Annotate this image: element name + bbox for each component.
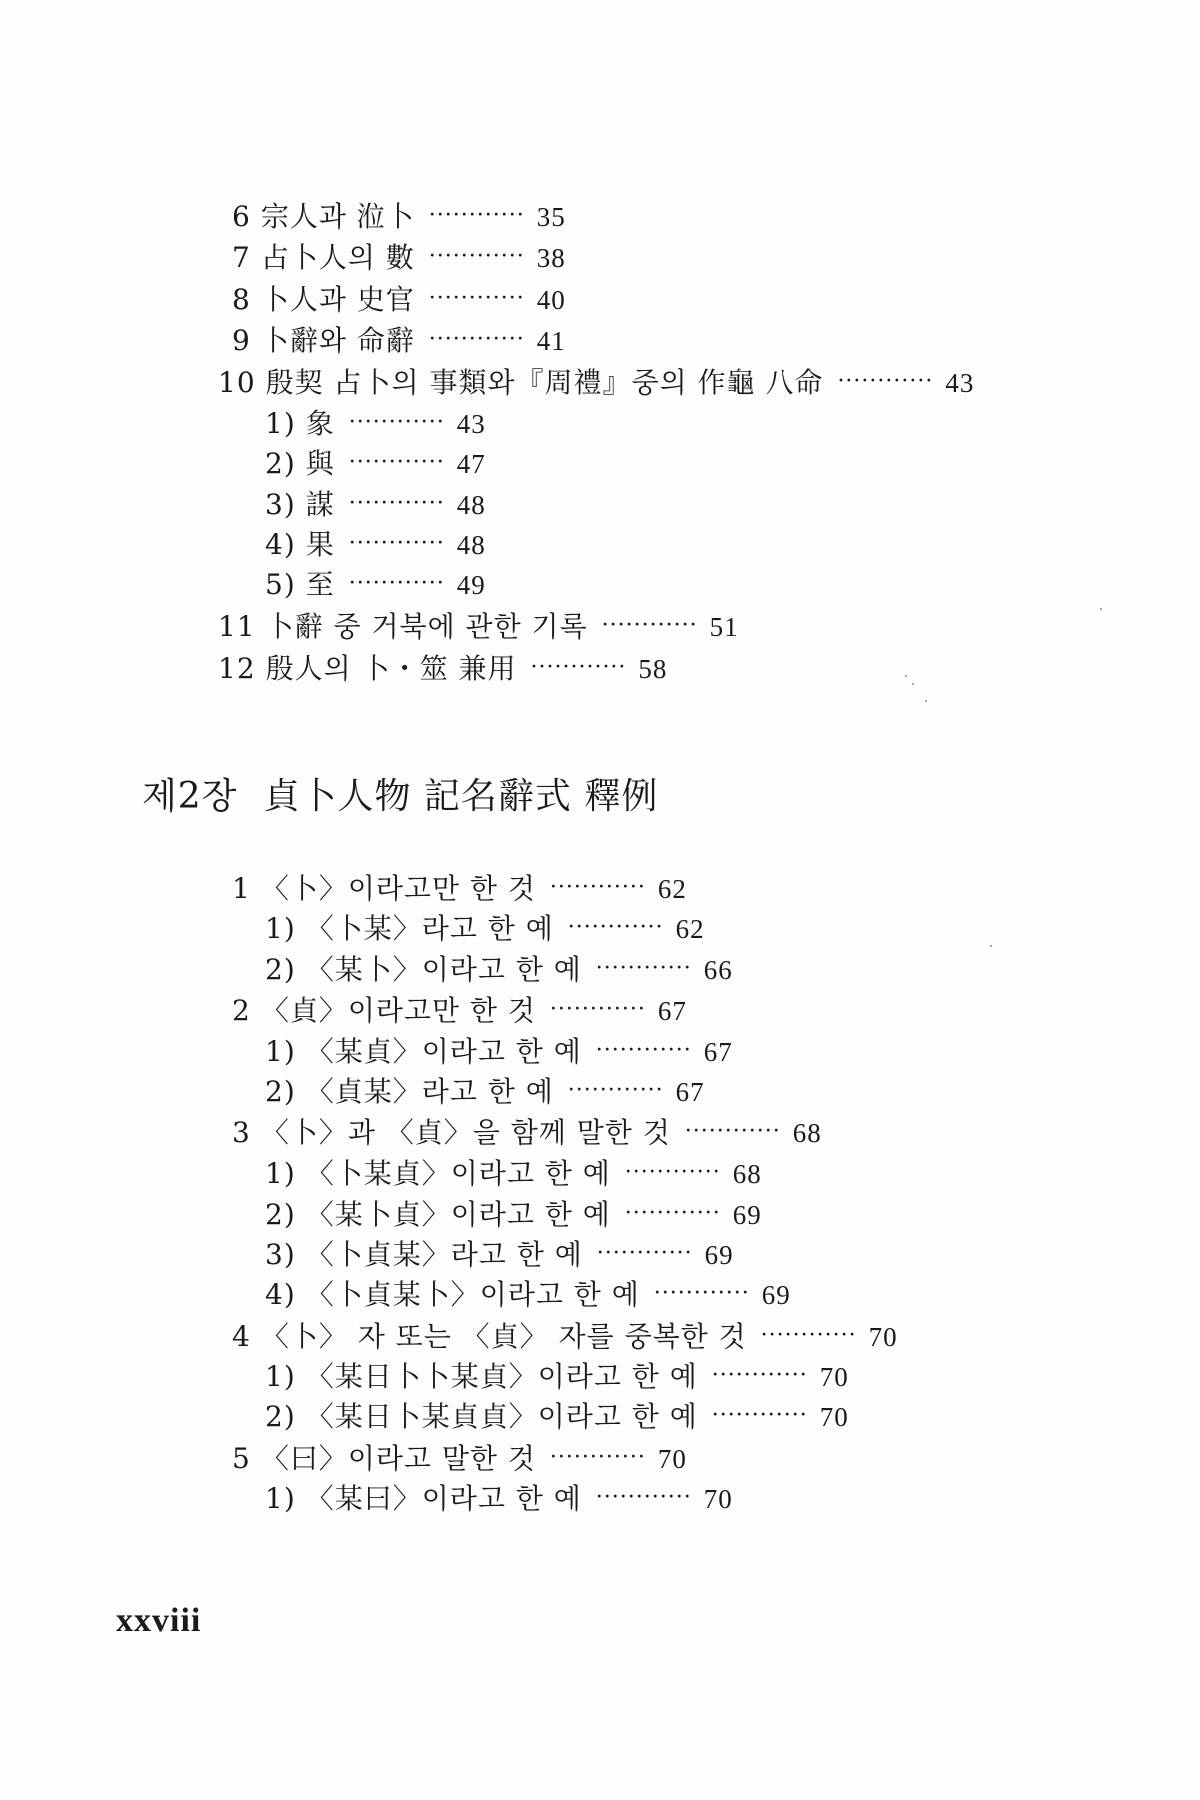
subentry-number: 1) bbox=[265, 912, 296, 945]
subentry-number: 4) bbox=[265, 1278, 296, 1311]
dot-leader: ············ bbox=[601, 613, 698, 638]
toc-subentry bbox=[265, 1075, 705, 1112]
subentry-number: 3) bbox=[265, 1238, 296, 1271]
subentry-title: 〈卜貞某〉라고 한 예 bbox=[305, 1238, 583, 1271]
entry-title: 殷契 占卜의 事類와『周禮』중의 作龜 八命 bbox=[265, 366, 824, 399]
scan-speck bbox=[1100, 608, 1102, 610]
subentry-page-number: 67 bbox=[703, 1037, 733, 1067]
subentry-page-number: 67 bbox=[675, 1077, 705, 1107]
toc-entry bbox=[232, 872, 687, 909]
subentry-page-number: 70 bbox=[819, 1402, 849, 1432]
toc-subentry bbox=[265, 1360, 849, 1397]
dot-leader: ············ bbox=[549, 1445, 646, 1470]
subentry-title: 〈貞某〉라고 한 예 bbox=[305, 1075, 554, 1108]
dot-leader: ············ bbox=[760, 1323, 857, 1348]
chapter-label: 제2장 bbox=[142, 776, 238, 817]
subentry-page-number: 69 bbox=[761, 1280, 791, 1310]
dot-leader: ············ bbox=[348, 491, 445, 516]
toc-entry bbox=[232, 241, 566, 278]
entry-number: 5 bbox=[232, 1442, 251, 1475]
dot-leader: ············ bbox=[595, 956, 692, 981]
subentry-title: 〈卜貞某卜〉이라고 한 예 bbox=[305, 1278, 640, 1311]
toc-entry bbox=[232, 1116, 822, 1153]
dot-leader: ············ bbox=[567, 915, 664, 940]
entry-number: 4 bbox=[232, 1320, 251, 1353]
subentry-title: 謀 bbox=[305, 488, 335, 521]
dot-leader: ············ bbox=[549, 875, 646, 900]
scan-speck bbox=[912, 683, 914, 685]
entry-page-number: 51 bbox=[709, 612, 739, 642]
subentry-page-number: 48 bbox=[456, 490, 486, 520]
subentry-title: 〈某卜貞〉이라고 한 예 bbox=[305, 1198, 611, 1231]
dot-leader: ············ bbox=[837, 369, 934, 394]
toc-subentry bbox=[265, 1278, 791, 1315]
toc-entry bbox=[232, 324, 566, 361]
subentry-title: 〈某日卜某貞貞〉이라고 한 예 bbox=[305, 1400, 698, 1433]
entry-page-number: 40 bbox=[536, 285, 566, 315]
subentry-number: 5) bbox=[265, 568, 296, 601]
scan-speck bbox=[905, 675, 907, 677]
dot-leader: ············ bbox=[348, 531, 445, 556]
entry-page-number: 58 bbox=[638, 654, 668, 684]
entry-title: 〈貞〉이라고만 한 것 bbox=[260, 994, 536, 1027]
subentry-title: 象 bbox=[305, 407, 335, 440]
dot-leader: ············ bbox=[711, 1403, 808, 1428]
entry-title: 卜人과 史官 bbox=[260, 283, 415, 316]
entry-page-number: 62 bbox=[657, 874, 687, 904]
toc-subentry bbox=[265, 912, 705, 949]
dot-leader: ············ bbox=[595, 1038, 692, 1063]
entry-title: 〈卜〉과 〈貞〉을 함께 말한 것 bbox=[260, 1116, 671, 1149]
subentry-number: 2) bbox=[265, 1400, 296, 1433]
entry-title: 殷人의 卜・筮 兼用 bbox=[265, 652, 517, 685]
dot-leader: ············ bbox=[595, 1485, 692, 1510]
subentry-title: 〈卜某〉라고 한 예 bbox=[305, 912, 554, 945]
toc-subentry bbox=[265, 407, 486, 444]
toc-entry bbox=[218, 366, 974, 403]
entry-page-number: 70 bbox=[657, 1444, 687, 1474]
entry-page-number: 70 bbox=[868, 1322, 898, 1352]
subentry-page-number: 70 bbox=[819, 1362, 849, 1392]
dot-leader: ············ bbox=[624, 1160, 721, 1185]
toc-entry bbox=[232, 200, 566, 237]
entry-title: 〈卜〉 자 또는 〈貞〉 자를 중복한 것 bbox=[260, 1320, 747, 1353]
subentry-page-number: 43 bbox=[456, 409, 486, 439]
toc-entry bbox=[232, 283, 566, 320]
dot-leader: ············ bbox=[428, 286, 525, 311]
dot-leader: ············ bbox=[684, 1119, 781, 1144]
subentry-page-number: 47 bbox=[456, 449, 486, 479]
entry-title: 〈曰〉이라고 말한 것 bbox=[260, 1442, 536, 1475]
dot-leader: ············ bbox=[428, 203, 525, 228]
entry-number: 10 bbox=[218, 366, 256, 399]
subentry-title: 〈某曰〉이라고 한 예 bbox=[305, 1482, 582, 1515]
entry-number: 7 bbox=[232, 241, 251, 274]
toc-entry bbox=[218, 652, 667, 689]
subentry-number: 3) bbox=[265, 488, 296, 521]
toc-subentry bbox=[265, 528, 486, 565]
subentry-number: 1) bbox=[265, 1360, 296, 1393]
toc-subentry bbox=[265, 1482, 733, 1519]
subentry-number: 2) bbox=[265, 1075, 296, 1108]
entry-number: 3 bbox=[232, 1116, 251, 1149]
toc-entry bbox=[232, 1442, 687, 1479]
dot-leader: ············ bbox=[348, 571, 445, 596]
entry-title: 卜辭 중 거북에 관한 기록 bbox=[265, 610, 588, 643]
dot-leader: ············ bbox=[567, 1078, 664, 1103]
entry-page-number: 38 bbox=[536, 243, 566, 273]
subentry-title: 與 bbox=[305, 447, 335, 480]
scan-speck bbox=[925, 700, 927, 702]
entry-page-number: 41 bbox=[536, 326, 566, 356]
toc-subentry bbox=[265, 1157, 762, 1194]
entry-number: 2 bbox=[232, 994, 251, 1027]
entry-title: 占卜人의 數 bbox=[260, 241, 415, 274]
toc-subentry bbox=[265, 1035, 733, 1072]
entry-title: 卜辭와 命辭 bbox=[260, 324, 415, 357]
subentry-number: 1) bbox=[265, 1035, 296, 1068]
dot-leader: ············ bbox=[596, 1241, 693, 1266]
dot-leader: ············ bbox=[549, 997, 646, 1022]
subentry-page-number: 69 bbox=[732, 1200, 762, 1230]
dot-leader: ············ bbox=[428, 327, 525, 352]
subentry-number: 1) bbox=[265, 1482, 296, 1515]
entry-number: 6 bbox=[232, 200, 251, 233]
entry-number: 1 bbox=[232, 872, 251, 905]
dot-leader: ············ bbox=[428, 244, 525, 269]
entry-page-number: 35 bbox=[536, 202, 566, 232]
toc-subentry bbox=[265, 1238, 734, 1275]
dot-leader: ············ bbox=[653, 1281, 750, 1306]
chapter-heading bbox=[142, 775, 658, 819]
toc-subentry bbox=[265, 1400, 849, 1437]
subentry-title: 〈某貞〉이라고 한 예 bbox=[305, 1035, 582, 1068]
toc-subentry bbox=[265, 953, 733, 990]
subentry-page-number: 70 bbox=[703, 1484, 733, 1514]
subentry-number: 4) bbox=[265, 528, 296, 561]
entry-number: 8 bbox=[232, 283, 251, 316]
subentry-page-number: 62 bbox=[675, 914, 705, 944]
subentry-number: 1) bbox=[265, 1157, 296, 1190]
subentry-page-number: 49 bbox=[456, 570, 486, 600]
subentry-number: 2) bbox=[265, 953, 296, 986]
dot-leader: ············ bbox=[624, 1201, 721, 1226]
entry-title: 〈卜〉이라고만 한 것 bbox=[260, 872, 536, 905]
entry-number: 11 bbox=[218, 610, 256, 643]
toc-entry bbox=[232, 1320, 898, 1357]
subentry-page-number: 69 bbox=[704, 1240, 734, 1270]
entry-title: 宗人과 涖卜 bbox=[260, 200, 415, 233]
toc-entry bbox=[218, 610, 739, 647]
toc-subentry bbox=[265, 1198, 762, 1235]
dot-leader: ············ bbox=[348, 450, 445, 475]
subentry-title: 〈卜某貞〉이라고 한 예 bbox=[305, 1157, 611, 1190]
dot-leader: ············ bbox=[711, 1363, 808, 1388]
entry-number: 9 bbox=[232, 324, 251, 357]
subentry-title: 至 bbox=[305, 568, 335, 601]
chapter-title: 貞卜人物 記名辭式 釋例 bbox=[263, 776, 659, 817]
toc-subentry bbox=[265, 447, 486, 484]
dot-leader: ············ bbox=[348, 410, 445, 435]
dot-leader: ············ bbox=[530, 655, 627, 680]
entry-page-number: 67 bbox=[657, 996, 687, 1026]
entry-page-number: 68 bbox=[792, 1118, 822, 1148]
scan-speck bbox=[990, 945, 992, 947]
entry-number: 12 bbox=[218, 652, 256, 685]
page-folio: xxviii bbox=[116, 1602, 202, 1639]
toc-subentry bbox=[265, 568, 486, 605]
subentry-page-number: 68 bbox=[732, 1159, 762, 1189]
entry-page-number: 43 bbox=[945, 368, 975, 398]
subentry-number: 1) bbox=[265, 407, 296, 440]
toc-entry bbox=[232, 994, 687, 1031]
subentry-page-number: 48 bbox=[456, 530, 486, 560]
subentry-number: 2) bbox=[265, 447, 296, 480]
subentry-title: 〈某卜〉이라고 한 예 bbox=[305, 953, 582, 986]
subentry-title: 果 bbox=[305, 528, 335, 561]
subentry-number: 2) bbox=[265, 1198, 296, 1231]
toc-subentry bbox=[265, 488, 486, 525]
subentry-title: 〈某日卜卜某貞〉이라고 한 예 bbox=[305, 1360, 698, 1393]
subentry-page-number: 66 bbox=[703, 955, 733, 985]
